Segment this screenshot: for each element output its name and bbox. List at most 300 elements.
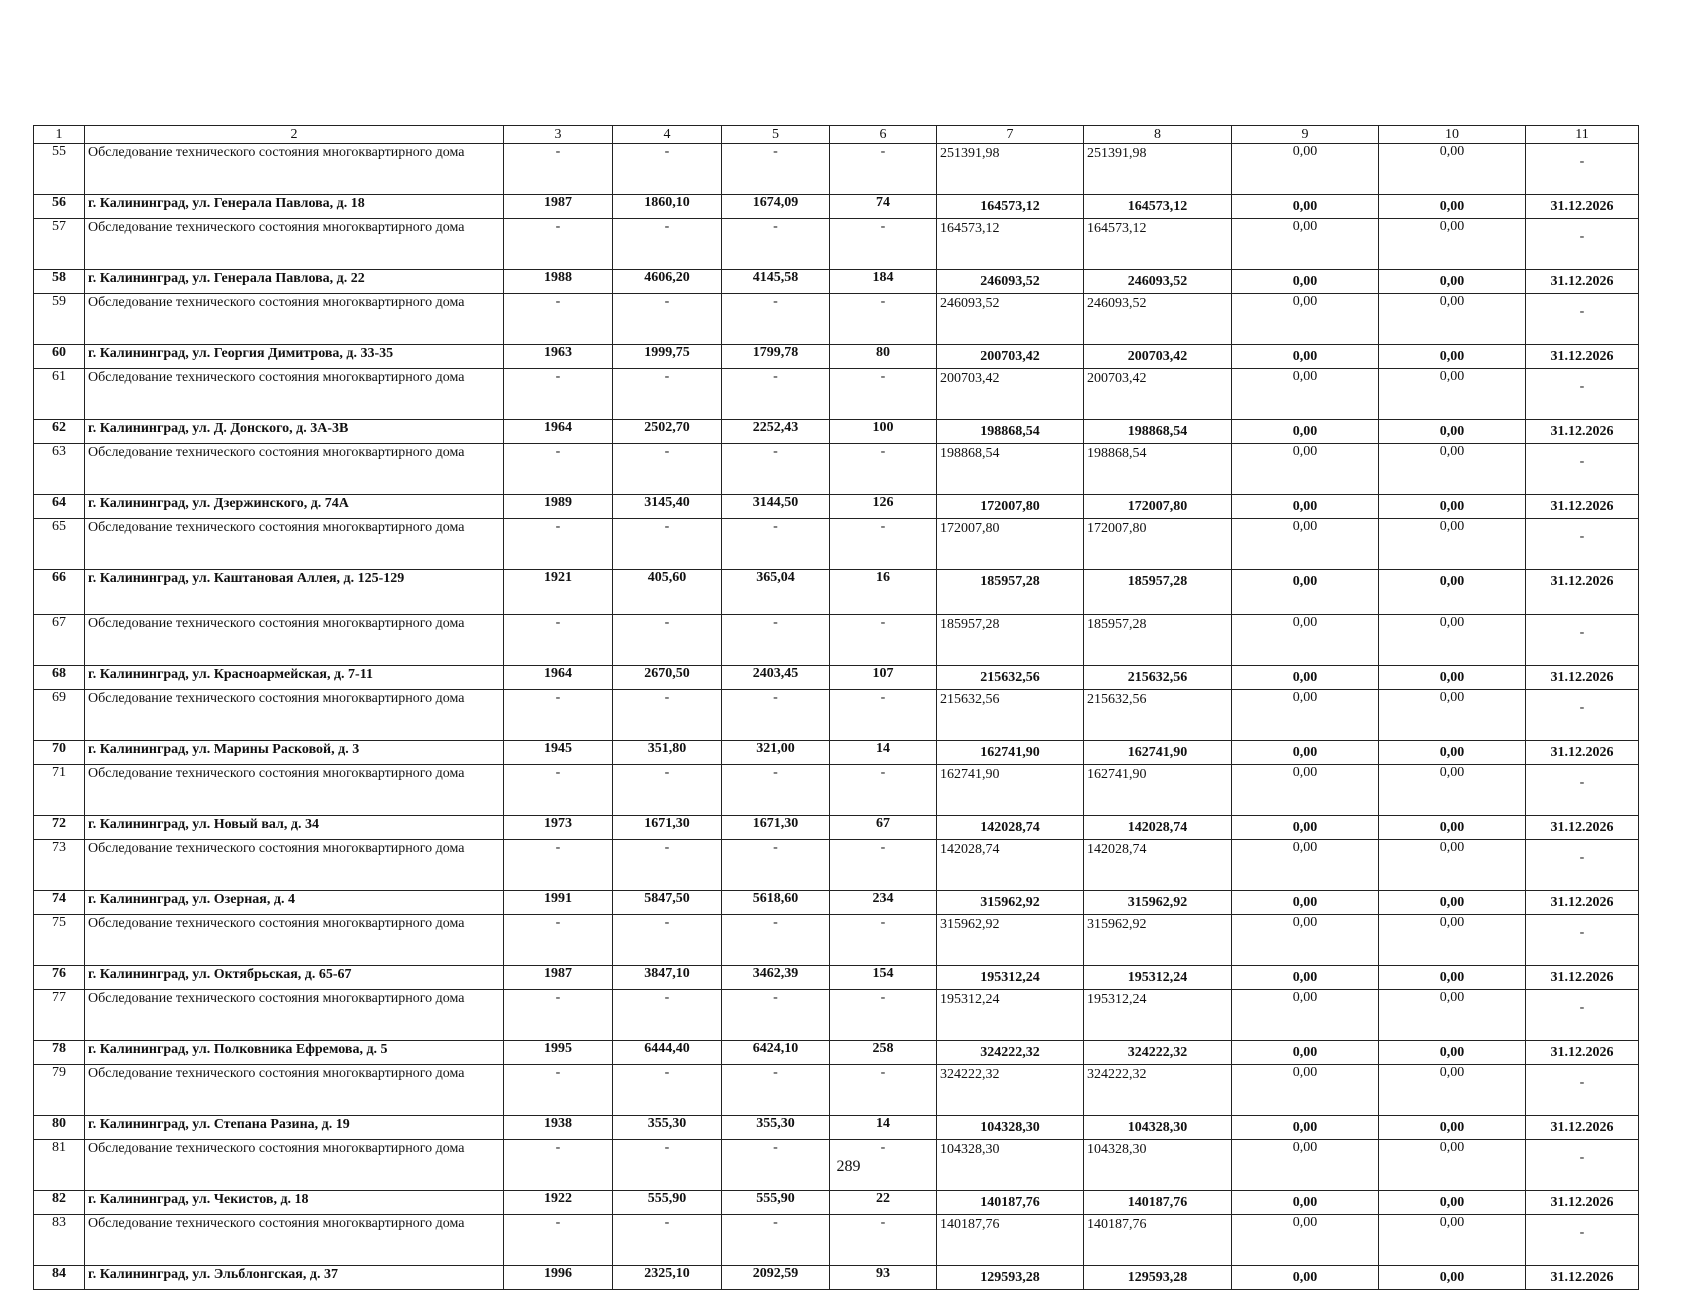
col-6-value: 234 bbox=[830, 891, 937, 915]
row-number: 68 bbox=[34, 666, 85, 690]
col-11-value: - bbox=[1526, 1140, 1639, 1191]
col-11-value: - bbox=[1526, 765, 1639, 816]
col-7-value: 198868,54 bbox=[937, 420, 1084, 444]
col-4-value: - bbox=[613, 990, 722, 1041]
col-3-value: - bbox=[504, 1215, 613, 1266]
col-5-value: 5618,60 bbox=[722, 891, 830, 915]
col-6-value: - bbox=[830, 1065, 937, 1116]
col-9-value: 0,00 bbox=[1232, 765, 1379, 816]
col-10-value: 0,00 bbox=[1379, 519, 1526, 570]
row-name: г. Калининград, ул. Георгия Димитрова, д. 33-35 bbox=[85, 345, 504, 369]
col-3-value: 1921 bbox=[504, 570, 613, 615]
row-number: 83 bbox=[34, 1215, 85, 1266]
col-7-value: 315962,92 bbox=[937, 915, 1084, 966]
col-7-value: 246093,52 bbox=[937, 270, 1084, 294]
col-4-value: 405,60 bbox=[613, 570, 722, 615]
col-8-value: 104328,30 bbox=[1084, 1116, 1232, 1140]
col-4-value: 5847,50 bbox=[613, 891, 722, 915]
table-row-service bbox=[34, 765, 1639, 816]
col-7-value: 200703,42 bbox=[937, 369, 1084, 420]
col-8-value: 162741,90 bbox=[1084, 741, 1232, 765]
col-9-value: 0,00 bbox=[1232, 840, 1379, 891]
row-name: Обследование технического состояния многоквартирного дома bbox=[85, 219, 504, 270]
table-row-address bbox=[34, 495, 1639, 519]
col-6-value: - bbox=[830, 1215, 937, 1266]
col-6-value: 93 bbox=[830, 1266, 937, 1290]
col-3-value: - bbox=[504, 690, 613, 741]
col-11-value: - bbox=[1526, 369, 1639, 420]
row-name: Обследование технического состояния многоквартирного дома bbox=[85, 690, 504, 741]
col-4-value: - bbox=[613, 1065, 722, 1116]
col-3-value: - bbox=[504, 519, 613, 570]
col-8-value: 172007,80 bbox=[1084, 495, 1232, 519]
col-5-value: - bbox=[722, 1215, 830, 1266]
col-7-value: 324222,32 bbox=[937, 1065, 1084, 1116]
row-number: 60 bbox=[34, 345, 85, 369]
col-7-value: 129593,28 bbox=[937, 1266, 1084, 1290]
row-name: г. Калининград, ул. Степана Разина, д. 19 bbox=[85, 1116, 504, 1140]
row-number: 61 bbox=[34, 369, 85, 420]
table-row-service bbox=[34, 294, 1639, 345]
col-7-value: 104328,30 bbox=[937, 1116, 1084, 1140]
col-5-value: - bbox=[722, 519, 830, 570]
col-6-value: - bbox=[830, 840, 937, 891]
col-4-value: - bbox=[613, 1140, 722, 1191]
col-3-value: 1988 bbox=[504, 270, 613, 294]
col-3-value: 1922 bbox=[504, 1191, 613, 1215]
col-9-value: 0,00 bbox=[1232, 195, 1379, 219]
table-row-address bbox=[34, 666, 1639, 690]
col-10-value: 0,00 bbox=[1379, 741, 1526, 765]
col-9-value: 0,00 bbox=[1232, 690, 1379, 741]
col-3-value: 1987 bbox=[504, 966, 613, 990]
col-10-value: 0,00 bbox=[1379, 1266, 1526, 1290]
col-3-value: - bbox=[504, 1140, 613, 1191]
column-number-header: 5 bbox=[722, 126, 830, 144]
col-10-value: 0,00 bbox=[1379, 1116, 1526, 1140]
row-number: 65 bbox=[34, 519, 85, 570]
col-8-value: 129593,28 bbox=[1084, 1266, 1232, 1290]
col-6-value: 258 bbox=[830, 1041, 937, 1065]
col-7-value: 251391,98 bbox=[937, 144, 1084, 195]
col-3-value: - bbox=[504, 369, 613, 420]
col-8-value: 200703,42 bbox=[1084, 345, 1232, 369]
col-6-value: 22 bbox=[830, 1191, 937, 1215]
col-7-value: 215632,56 bbox=[937, 666, 1084, 690]
col-3-value: 1989 bbox=[504, 495, 613, 519]
col-9-value: 0,00 bbox=[1232, 741, 1379, 765]
col-5-value: 2252,43 bbox=[722, 420, 830, 444]
col-4-value: 2502,70 bbox=[613, 420, 722, 444]
col-10-value: 0,00 bbox=[1379, 1191, 1526, 1215]
column-number-header: 8 bbox=[1084, 126, 1232, 144]
col-10-value: 0,00 bbox=[1379, 1140, 1526, 1191]
col-7-value: 198868,54 bbox=[937, 444, 1084, 495]
col-8-value: 200703,42 bbox=[1084, 369, 1232, 420]
col-7-value: 324222,32 bbox=[937, 1041, 1084, 1065]
column-number-header: 1 bbox=[34, 126, 85, 144]
row-name: г. Калининград, ул. Октябрьская, д. 65-67 bbox=[85, 966, 504, 990]
col-4-value: - bbox=[613, 369, 722, 420]
col-8-value: 185957,28 bbox=[1084, 570, 1232, 615]
col-6-value: - bbox=[830, 144, 937, 195]
table-row-address bbox=[34, 1116, 1639, 1140]
col-8-value: 215632,56 bbox=[1084, 666, 1232, 690]
col-8-value: 142028,74 bbox=[1084, 816, 1232, 840]
col-3-value: 1996 bbox=[504, 1266, 613, 1290]
col-8-value: 315962,92 bbox=[1084, 891, 1232, 915]
column-number-header: 2 bbox=[85, 126, 504, 144]
col-7-value: 162741,90 bbox=[937, 765, 1084, 816]
col-4-value: - bbox=[613, 294, 722, 345]
table-row-service bbox=[34, 219, 1639, 270]
table-row-service bbox=[34, 915, 1639, 966]
table-row-address bbox=[34, 570, 1639, 615]
row-number: 84 bbox=[34, 1266, 85, 1290]
table-row-address bbox=[34, 741, 1639, 765]
col-8-value: 104328,30 bbox=[1084, 1140, 1232, 1191]
row-name: Обследование технического состояния многоквартирного дома bbox=[85, 915, 504, 966]
column-number-header: 7 bbox=[937, 126, 1084, 144]
col-4-value: 351,80 bbox=[613, 741, 722, 765]
col-9-value: 0,00 bbox=[1232, 219, 1379, 270]
column-number-header: 6 bbox=[830, 126, 937, 144]
col-10-value: 0,00 bbox=[1379, 1065, 1526, 1116]
col-6-value: 107 bbox=[830, 666, 937, 690]
col-7-value: 200703,42 bbox=[937, 345, 1084, 369]
col-3-value: 1973 bbox=[504, 816, 613, 840]
col-3-value: 1964 bbox=[504, 420, 613, 444]
col-3-value: - bbox=[504, 765, 613, 816]
col-5-value: 3462,39 bbox=[722, 966, 830, 990]
table-row-address bbox=[34, 1266, 1639, 1290]
col-10-value: 0,00 bbox=[1379, 420, 1526, 444]
col-5-value: 1674,09 bbox=[722, 195, 830, 219]
col-3-value: - bbox=[504, 294, 613, 345]
col-10-value: 0,00 bbox=[1379, 270, 1526, 294]
col-4-value: 6444,40 bbox=[613, 1041, 722, 1065]
col-5-value: - bbox=[722, 690, 830, 741]
col-5-value: 365,04 bbox=[722, 570, 830, 615]
table-row-service bbox=[34, 990, 1639, 1041]
table-row-address bbox=[34, 345, 1639, 369]
col-11-value: - bbox=[1526, 990, 1639, 1041]
col-5-value: - bbox=[722, 294, 830, 345]
col-8-value: 315962,92 bbox=[1084, 915, 1232, 966]
col-8-value: 185957,28 bbox=[1084, 615, 1232, 666]
col-9-value: 0,00 bbox=[1232, 519, 1379, 570]
col-8-value: 198868,54 bbox=[1084, 444, 1232, 495]
col-10-value: 0,00 bbox=[1379, 666, 1526, 690]
col-8-value: 142028,74 bbox=[1084, 840, 1232, 891]
col-10-value: 0,00 bbox=[1379, 840, 1526, 891]
col-4-value: - bbox=[613, 144, 722, 195]
col-10-value: 0,00 bbox=[1379, 816, 1526, 840]
col-10-value: 0,00 bbox=[1379, 765, 1526, 816]
col-3-value: - bbox=[504, 444, 613, 495]
col-11-value: 31.12.2026 bbox=[1526, 570, 1639, 615]
col-9-value: 0,00 bbox=[1232, 444, 1379, 495]
row-name: г. Калининград, ул. Д. Донского, д. 3А-3В bbox=[85, 420, 504, 444]
table-row-address bbox=[34, 966, 1639, 990]
col-3-value: - bbox=[504, 990, 613, 1041]
col-5-value: - bbox=[722, 1065, 830, 1116]
col-4-value: - bbox=[613, 840, 722, 891]
data-table bbox=[33, 125, 1639, 1290]
table-row-service bbox=[34, 369, 1639, 420]
col-6-value: 126 bbox=[830, 495, 937, 519]
col-9-value: 0,00 bbox=[1232, 990, 1379, 1041]
col-7-value: 172007,80 bbox=[937, 495, 1084, 519]
row-name: Обследование технического состояния многоквартирного дома bbox=[85, 1065, 504, 1116]
col-9-value: 0,00 bbox=[1232, 891, 1379, 915]
table-body bbox=[34, 126, 1639, 1290]
col-8-value: 251391,98 bbox=[1084, 144, 1232, 195]
table-row-address bbox=[34, 420, 1639, 444]
col-5-value: - bbox=[722, 444, 830, 495]
col-9-value: 0,00 bbox=[1232, 915, 1379, 966]
col-10-value: 0,00 bbox=[1379, 1041, 1526, 1065]
col-7-value: 195312,24 bbox=[937, 990, 1084, 1041]
col-9-value: 0,00 bbox=[1232, 345, 1379, 369]
col-7-value: 185957,28 bbox=[937, 570, 1084, 615]
col-5-value: - bbox=[722, 915, 830, 966]
col-6-value: 154 bbox=[830, 966, 937, 990]
col-10-value: 0,00 bbox=[1379, 444, 1526, 495]
col-4-value: - bbox=[613, 915, 722, 966]
col-6-value: 100 bbox=[830, 420, 937, 444]
col-11-value: 31.12.2026 bbox=[1526, 345, 1639, 369]
col-11-value: 31.12.2026 bbox=[1526, 1041, 1639, 1065]
table-row-service bbox=[34, 840, 1639, 891]
col-11-value: - bbox=[1526, 444, 1639, 495]
col-3-value: 1964 bbox=[504, 666, 613, 690]
col-10-value: 0,00 bbox=[1379, 615, 1526, 666]
col-6-value: 184 bbox=[830, 270, 937, 294]
col-5-value: - bbox=[722, 369, 830, 420]
col-8-value: 162741,90 bbox=[1084, 765, 1232, 816]
col-8-value: 164573,12 bbox=[1084, 195, 1232, 219]
col-9-value: 0,00 bbox=[1232, 420, 1379, 444]
col-11-value: 31.12.2026 bbox=[1526, 495, 1639, 519]
row-name: г. Калининград, ул. Озерная, д. 4 bbox=[85, 891, 504, 915]
col-10-value: 0,00 bbox=[1379, 144, 1526, 195]
col-8-value: 246093,52 bbox=[1084, 294, 1232, 345]
col-9-value: 0,00 bbox=[1232, 1266, 1379, 1290]
col-11-value: 31.12.2026 bbox=[1526, 666, 1639, 690]
col-5-value: 3144,50 bbox=[722, 495, 830, 519]
col-9-value: 0,00 bbox=[1232, 144, 1379, 195]
col-10-value: 0,00 bbox=[1379, 369, 1526, 420]
col-5-value: 355,30 bbox=[722, 1116, 830, 1140]
table-row-service bbox=[34, 1065, 1639, 1116]
col-5-value: - bbox=[722, 615, 830, 666]
col-11-value: - bbox=[1526, 144, 1639, 195]
col-10-value: 0,00 bbox=[1379, 891, 1526, 915]
col-9-value: 0,00 bbox=[1232, 816, 1379, 840]
table-row-address bbox=[34, 195, 1639, 219]
col-6-value: - bbox=[830, 519, 937, 570]
col-4-value: - bbox=[613, 690, 722, 741]
row-number: 79 bbox=[34, 1065, 85, 1116]
row-name: Обследование технического состояния многоквартирного дома bbox=[85, 1140, 504, 1191]
col-5-value: - bbox=[722, 144, 830, 195]
col-5-value: 1799,78 bbox=[722, 345, 830, 369]
table-row-address bbox=[34, 270, 1639, 294]
row-number: 74 bbox=[34, 891, 85, 915]
col-6-value: - bbox=[830, 690, 937, 741]
col-8-value: 246093,52 bbox=[1084, 270, 1232, 294]
col-3-value: 1987 bbox=[504, 195, 613, 219]
column-number-header: 10 bbox=[1379, 126, 1526, 144]
col-6-value: 67 bbox=[830, 816, 937, 840]
row-number: 81 bbox=[34, 1140, 85, 1191]
col-11-value: 31.12.2026 bbox=[1526, 1191, 1639, 1215]
col-4-value: - bbox=[613, 519, 722, 570]
row-name: г. Калининград, ул. Красноармейская, д. 7-11 bbox=[85, 666, 504, 690]
row-number: 69 bbox=[34, 690, 85, 741]
row-name: г. Калининград, ул. Эльблонгская, д. 37 bbox=[85, 1266, 504, 1290]
row-number: 78 bbox=[34, 1041, 85, 1065]
row-name: Обследование технического состояния многоквартирного дома bbox=[85, 840, 504, 891]
col-6-value: 80 bbox=[830, 345, 937, 369]
col-9-value: 0,00 bbox=[1232, 1116, 1379, 1140]
col-3-value: - bbox=[504, 1065, 613, 1116]
col-3-value: - bbox=[504, 615, 613, 666]
col-10-value: 0,00 bbox=[1379, 570, 1526, 615]
col-8-value: 172007,80 bbox=[1084, 519, 1232, 570]
col-7-value: 195312,24 bbox=[937, 966, 1084, 990]
col-4-value: 1999,75 bbox=[613, 345, 722, 369]
row-number: 82 bbox=[34, 1191, 85, 1215]
row-name: Обследование технического состояния многоквартирного дома bbox=[85, 990, 504, 1041]
row-number: 67 bbox=[34, 615, 85, 666]
col-11-value: - bbox=[1526, 915, 1639, 966]
col-3-value: - bbox=[504, 144, 613, 195]
col-11-value: 31.12.2026 bbox=[1526, 741, 1639, 765]
col-11-value: - bbox=[1526, 615, 1639, 666]
col-11-value: 31.12.2026 bbox=[1526, 1116, 1639, 1140]
col-10-value: 0,00 bbox=[1379, 495, 1526, 519]
col-11-value: 31.12.2026 bbox=[1526, 966, 1639, 990]
col-9-value: 0,00 bbox=[1232, 294, 1379, 345]
col-5-value: - bbox=[722, 990, 830, 1041]
col-10-value: 0,00 bbox=[1379, 966, 1526, 990]
row-name: г. Калининград, ул. Чекистов, д. 18 bbox=[85, 1191, 504, 1215]
table-row-address bbox=[34, 1191, 1639, 1215]
col-11-value: - bbox=[1526, 219, 1639, 270]
col-6-value: 14 bbox=[830, 741, 937, 765]
col-6-value: - bbox=[830, 444, 937, 495]
col-7-value: 164573,12 bbox=[937, 195, 1084, 219]
col-11-value: - bbox=[1526, 519, 1639, 570]
col-11-value: 31.12.2026 bbox=[1526, 270, 1639, 294]
row-number: 62 bbox=[34, 420, 85, 444]
row-number: 64 bbox=[34, 495, 85, 519]
row-name: Обследование технического состояния многоквартирного дома bbox=[85, 765, 504, 816]
col-4-value: 1860,10 bbox=[613, 195, 722, 219]
col-7-value: 315962,92 bbox=[937, 891, 1084, 915]
table-row-address bbox=[34, 891, 1639, 915]
table-row-service bbox=[34, 444, 1639, 495]
col-9-value: 0,00 bbox=[1232, 666, 1379, 690]
col-11-value: 31.12.2026 bbox=[1526, 420, 1639, 444]
row-name: г. Калининград, ул. Новый вал, д. 34 bbox=[85, 816, 504, 840]
col-8-value: 198868,54 bbox=[1084, 420, 1232, 444]
header-row bbox=[34, 126, 1639, 144]
table-row-service bbox=[34, 519, 1639, 570]
row-name: Обследование технического состояния многоквартирного дома bbox=[85, 369, 504, 420]
col-3-value: 1963 bbox=[504, 345, 613, 369]
col-6-value: - bbox=[830, 915, 937, 966]
col-5-value: - bbox=[722, 219, 830, 270]
row-name: Обследование технического состояния многоквартирного дома bbox=[85, 444, 504, 495]
col-9-value: 0,00 bbox=[1232, 615, 1379, 666]
col-3-value: 1945 bbox=[504, 741, 613, 765]
col-7-value: 140187,76 bbox=[937, 1215, 1084, 1266]
col-3-value: 1991 bbox=[504, 891, 613, 915]
column-number-header: 3 bbox=[504, 126, 613, 144]
col-9-value: 0,00 bbox=[1232, 1191, 1379, 1215]
col-8-value: 140187,76 bbox=[1084, 1191, 1232, 1215]
col-8-value: 324222,32 bbox=[1084, 1041, 1232, 1065]
row-name: Обследование технического состояния многоквартирного дома bbox=[85, 1215, 504, 1266]
col-5-value: 6424,10 bbox=[722, 1041, 830, 1065]
col-8-value: 324222,32 bbox=[1084, 1065, 1232, 1116]
row-number: 76 bbox=[34, 966, 85, 990]
col-5-value: 2403,45 bbox=[722, 666, 830, 690]
col-10-value: 0,00 bbox=[1379, 690, 1526, 741]
col-11-value: - bbox=[1526, 1065, 1639, 1116]
col-6-value: - bbox=[830, 369, 937, 420]
col-5-value: 1671,30 bbox=[722, 816, 830, 840]
col-3-value: 1938 bbox=[504, 1116, 613, 1140]
row-name: г. Калининград, ул. Генерала Павлова, д. 18 bbox=[85, 195, 504, 219]
col-10-value: 0,00 bbox=[1379, 915, 1526, 966]
column-number-header: 9 bbox=[1232, 126, 1379, 144]
col-7-value: 246093,52 bbox=[937, 294, 1084, 345]
row-name: г. Калининград, ул. Марины Расковой, д. 3 bbox=[85, 741, 504, 765]
row-name: г. Калининград, ул. Дзержинского, д. 74А bbox=[85, 495, 504, 519]
col-7-value: 185957,28 bbox=[937, 615, 1084, 666]
col-9-value: 0,00 bbox=[1232, 270, 1379, 294]
row-number: 63 bbox=[34, 444, 85, 495]
col-9-value: 0,00 bbox=[1232, 1065, 1379, 1116]
col-8-value: 195312,24 bbox=[1084, 966, 1232, 990]
row-number: 73 bbox=[34, 840, 85, 891]
col-10-value: 0,00 bbox=[1379, 219, 1526, 270]
row-number: 55 bbox=[34, 144, 85, 195]
col-8-value: 195312,24 bbox=[1084, 990, 1232, 1041]
page-number: 289 bbox=[836, 1158, 861, 1175]
row-number: 72 bbox=[34, 816, 85, 840]
column-number-header: 11 bbox=[1526, 126, 1639, 144]
col-10-value: 0,00 bbox=[1379, 1215, 1526, 1266]
col-11-value: 31.12.2026 bbox=[1526, 1266, 1639, 1290]
row-number: 56 bbox=[34, 195, 85, 219]
col-5-value: - bbox=[722, 840, 830, 891]
col-7-value: 215632,56 bbox=[937, 690, 1084, 741]
table-row-address bbox=[34, 1041, 1639, 1065]
row-name: г. Калининград, ул. Каштановая Аллея, д. 125-129 bbox=[85, 570, 504, 615]
col-7-value: 162741,90 bbox=[937, 741, 1084, 765]
col-8-value: 140187,76 bbox=[1084, 1215, 1232, 1266]
row-number: 80 bbox=[34, 1116, 85, 1140]
row-name: Обследование технического состояния многоквартирного дома bbox=[85, 519, 504, 570]
col-9-value: 0,00 bbox=[1232, 966, 1379, 990]
col-11-value: 31.12.2026 bbox=[1526, 891, 1639, 915]
col-10-value: 0,00 bbox=[1379, 195, 1526, 219]
